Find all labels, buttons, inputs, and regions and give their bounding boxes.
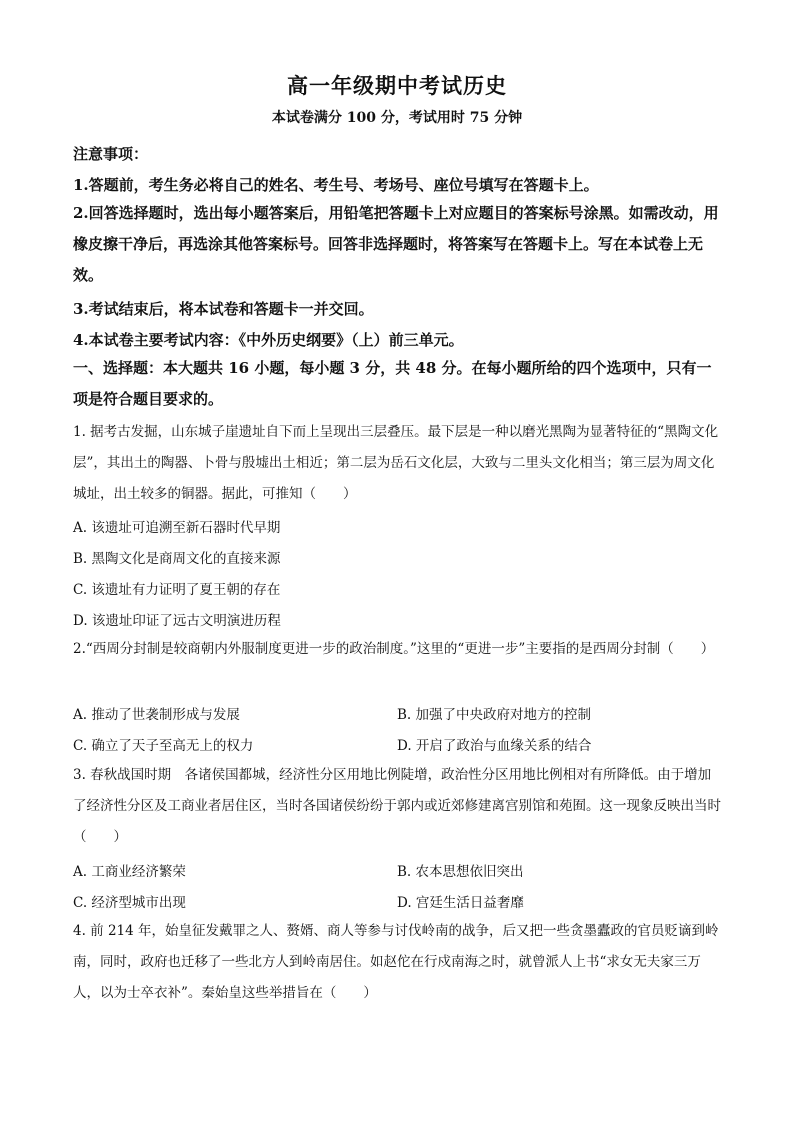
note-item-3: 3.考试结束后，将本试卷和答题卡一并交回。	[73, 300, 374, 318]
section-heading: 一、选择题：本大题共 16 小题，每小题 3 分，共 48 分。在每小题所给的四个选项中，只有一项是符合题目要求的。	[73, 359, 712, 408]
question-2-option-d: D. 开启了政治与血缘关系的结合	[397, 738, 592, 754]
notes-heading: 注意事项：	[73, 145, 149, 163]
note-item-1: 1.答题前，考生务必将自己的姓名、考生号、考场号、座位号填写在答题卡上。	[73, 176, 599, 194]
question-1-option-d: D. 该遗址印证了远古文明演进历程	[73, 613, 281, 629]
question-3-stem: 3. 春秋战国时期 各诸侯国都城，经济性分区用地比例陡增，政治性分区用地比例相对有所降低。由于增加了经济性分区及工商业者居住区，当时各国诸侯纷纷于郭内或近郊修建离宫别馆和苑囿。这一现象反映出当时（ ）	[73, 767, 721, 845]
question-1-option-b: B. 黑陶文化是商周文化的直接来源	[73, 551, 281, 567]
question-2-stem: 2.“西周分封制是较商朝内外服制度更进一步的政治制度。”这里的“更进一步”主要指的是西周分封制（ ）	[73, 641, 715, 657]
question-3-option-a: A. 工商业经济繁荣	[73, 864, 186, 880]
question-2-option-b: B. 加强了中央政府对地方的控制	[397, 707, 592, 723]
note-item-2: 2.回答选择题时，选出每小题答案后，用铅笔把答题卡上对应题目的答案标号涂黑。如需改动，用橡皮擦干净后，再选涂其他答案标号。回答非选择题时，将答案写在答题卡上。写在本试卷上无效。	[73, 204, 719, 284]
question-2-option-a: A. 推动了世袭制形成与发展	[73, 707, 240, 723]
question-3-option-c: C. 经济型城市出现	[73, 895, 186, 911]
question-1-stem: 1. 据考古发掘，山东城子崖遗址自下而上呈现出三层叠压。最下层是一种以磨光黑陶为显著特征的“黑陶文化层”，其出土的陶器、卜骨与殷墟出土相近；第二层为岳石文化层，大致与二里头文化相当；第三层为周文化城址，出土较多的铜器。据此，可推知（ ）	[73, 424, 719, 502]
question-3-option-b: B. 农本思想依旧突出	[397, 864, 524, 880]
exam-subtitle: 本试卷满分 100 分，考试用时 75 分钟	[271, 110, 523, 126]
question-4-stem: 4. 前 214 年，始皇征发戴罪之人、赘婿、商人等参与讨伐岭南的战争，后又把一些贪墨蠹政的官员贬谪到岭南，同时，政府也迁移了一些北方人到岭南居住。如赵佗在行戍南海之时，就曾派人上书“求女无夫家三万人，以为士卒衣补”。秦始皇这些举措旨在（ ）	[73, 923, 719, 1001]
question-1-option-c: C. 该遗址有力证明了夏王朝的存在	[73, 582, 281, 598]
note-item-4: 4.本试卷主要考试内容：《中外历史纲要》（上）前三单元。	[73, 331, 464, 349]
question-3-option-d: D. 宫廷生活日益奢靡	[397, 895, 524, 911]
exam-title: 高一年级期中考试历史	[287, 73, 507, 98]
question-2-option-c: C. 确立了天子至高无上的权力	[73, 738, 254, 754]
question-1-option-a: A. 该遗址可追溯至新石器时代早期	[73, 520, 281, 536]
